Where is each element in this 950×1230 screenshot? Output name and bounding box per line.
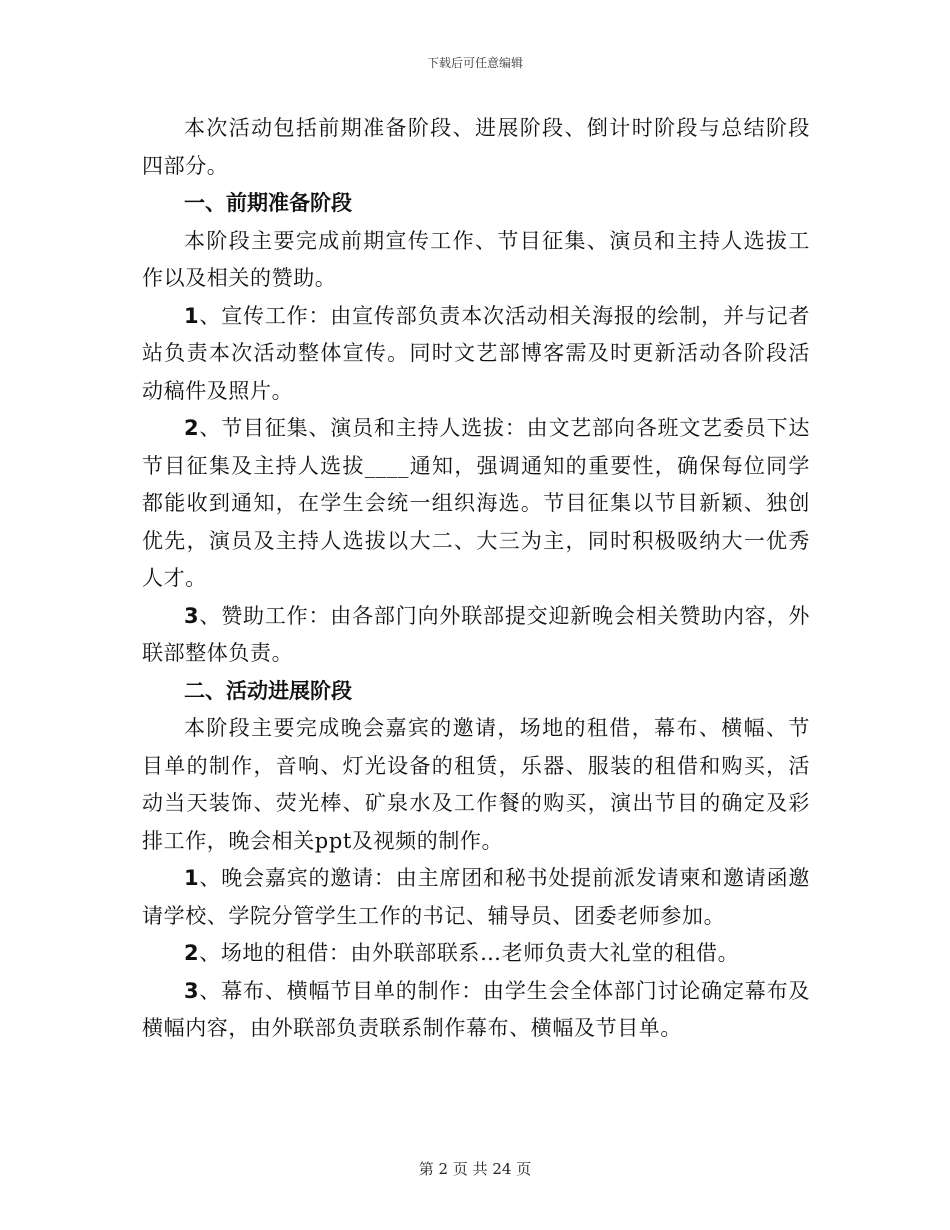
item-text: 、晚会嘉宾的邀请：由主席团和秘书处提前派发请柬和邀请函邀请学校、学院分管学生工作的书记、辅导员、团委老师参加。 xyxy=(142,866,810,928)
item-number: 3 xyxy=(184,603,200,628)
item-number: 1 xyxy=(184,866,200,890)
page-footer: 第 2 页 共 24 页 xyxy=(418,1160,532,1178)
item-number: 1 xyxy=(184,303,200,328)
item-text: 、幕布、横幅节目单的制作：由学生会全体部门讨论确定幕布及横幅内容，由外联部负责联系制作幕布、横幅及节目单。 xyxy=(142,978,810,1040)
section1-item-1 xyxy=(142,298,810,411)
section2-item-1 xyxy=(142,860,810,935)
item-number: 2 xyxy=(184,416,200,440)
page-header: 下载后可任意编辑 xyxy=(426,56,523,70)
section2-item-3 xyxy=(142,973,810,1048)
item-text: 、场地的租借：由外联部联系…老师负责大礼堂的租借。 xyxy=(199,941,740,965)
document-body xyxy=(142,110,810,1048)
section1-item-3 xyxy=(142,598,810,673)
section2-heading: 二、活动进展阶段 xyxy=(184,678,352,703)
item-number: 3 xyxy=(184,978,200,1003)
section2-item-2 xyxy=(142,935,810,973)
item-number: 2 xyxy=(184,941,200,965)
section1-description: 本阶段主要完成前期宣传工作、节目征集、演员和主持人选拔工作以及相关的赞助。 xyxy=(142,228,810,290)
item-text: 、赞助工作：由各部门向外联部提交迎新晚会相关赞助内容，外联部整体负责。 xyxy=(142,603,810,665)
section1-item-2 xyxy=(142,410,810,598)
section2-description: 本阶段主要完成晚会嘉宾的邀请，场地的租借，幕布、横幅、节目单的制作，音响、灯光设备的租赁，乐器、服装的租借和购买，活动当天装饰、荧光棒、矿泉水及工作餐的购买，演出节目的确定及彩排工作，晚会相关ppt及视频的制作。 xyxy=(142,716,810,853)
item-text: 、宣传工作：由宣传部负责本次活动相关海报的绘制，并与记者站负责本次活动整体宣传。同时文艺部博客需及时更新活动各阶段活动稿件及照片。 xyxy=(142,303,810,403)
intro-paragraph: 本次活动包括前期准备阶段、进展阶段、倒计时阶段与总结阶段四部分。 xyxy=(142,116,810,178)
section1-heading: 一、前期准备阶段 xyxy=(184,191,352,215)
item-text: 、节目征集、演员和主持人选拔：由文艺部向各班文艺委员下达节目征集及主持人选拔____通知，强调通知的重要性，确保每位同学都能收到通知，在学生会统一组织海选。节目征集以节目新颖、独创优先，演员及主持人选拔以大二、大三为主，同时积极吸纳大一优秀人才。 xyxy=(142,416,810,590)
